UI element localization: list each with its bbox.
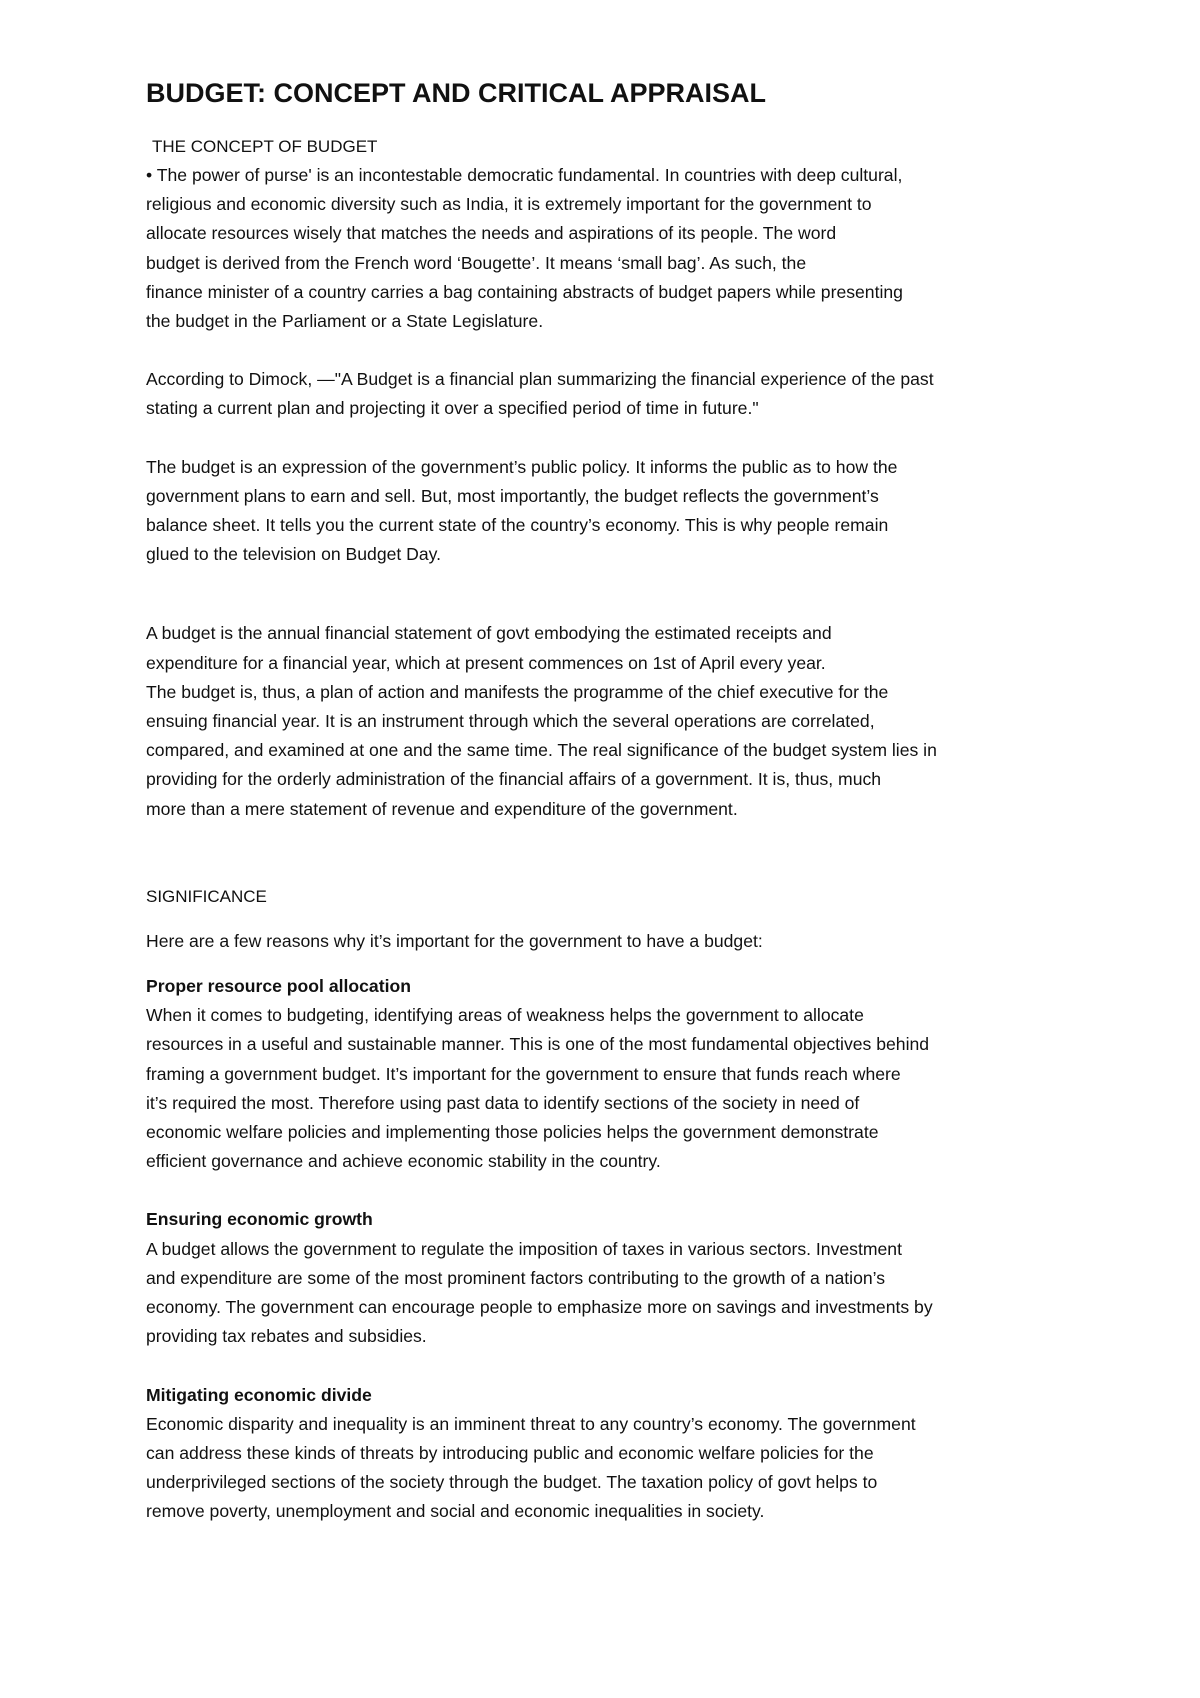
line-text: The power of purse' is an incontestable democratic fundamental. In countries with deep cultural, <box>156 165 903 185</box>
document-title: BUDGET: CONCEPT AND CRITICAL APPRAISAL <box>146 78 767 108</box>
paragraph-line: The budget is an expression of the government’s public policy. It informs the public as to how the <box>146 456 898 477</box>
paragraph-line: can address these kinds of threats by introducing public and economic welfare policies for the <box>146 1442 874 1463</box>
public-policy-paragraph <box>146 453 1086 570</box>
paragraph-line: efficient governance and achieve economic stability in the country. <box>146 1151 661 1172</box>
paragraph-line: glued to the television on Budget Day. <box>146 544 442 565</box>
paragraph-line: A budget allows the government to regulate the imposition of taxes in various sectors. Investment <box>146 1238 902 1259</box>
paragraph-line: economic welfare policies and implementing those policies helps the government demonstrate <box>146 1122 879 1143</box>
paragraph-line: allocate resources wisely that matches the needs and aspirations of its people. The word <box>146 223 837 244</box>
bullet-icon: • <box>146 165 153 185</box>
item-heading: Mitigating economic divide <box>146 1384 372 1405</box>
significance-heading: SIGNIFICANCE <box>146 886 267 906</box>
paragraph-line: providing for the orderly administration of the financial affairs of a government. It is, thus, much <box>146 769 882 790</box>
paragraph-line <box>146 161 1086 190</box>
paragraph-line: government plans to earn and sell. But, most importantly, the budget reflects the government’s <box>146 485 879 506</box>
paragraph-line: budget is derived from the French word ‘Bougette’. It means ‘small bag’. As such, the <box>146 252 807 273</box>
paragraph-line: expenditure for a financial year, which at present commences on 1st of April every year. <box>146 652 826 673</box>
paragraph-line: When it comes to budgeting, identifying areas of weakness helps the government to allocate <box>146 1005 864 1026</box>
concept-paragraph <box>146 161 1086 336</box>
paragraph-line: stating a current plan and projecting it over a specified period of time in future." <box>146 398 759 419</box>
item-heading: Proper resource pool allocation <box>146 976 411 997</box>
document-page <box>146 76 1086 1527</box>
dimock-definition-paragraph <box>146 365 1086 423</box>
significance-item-economic-divide <box>146 1381 1086 1527</box>
significance-item-resource-allocation <box>146 972 1086 1176</box>
paragraph-line: ensuing financial year. It is an instrument through which the several operations are correlated, <box>146 711 875 732</box>
paragraph-line: religious and economic diversity such as India, it is extremely important for the government to <box>146 194 872 215</box>
paragraph-line: economy. The government can encourage people to emphasize more on savings and investments by <box>146 1297 933 1318</box>
paragraph-line: the budget in the Parliament or a State Legislature. <box>146 311 544 332</box>
paragraph-line: Economic disparity and inequality is an imminent threat to any country’s economy. The government <box>146 1413 916 1434</box>
paragraph-line: The budget is, thus, a plan of action and manifests the programme of the chief executive for the <box>146 681 889 702</box>
paragraph-line: providing tax rebates and subsidies. <box>146 1326 427 1347</box>
paragraph-line: resources in a useful and sustainable manner. This is one of the most fundamental objectives behind <box>146 1034 930 1055</box>
paragraph-line: underprivileged sections of the society through the budget. The taxation policy of govt helps to <box>146 1472 878 1493</box>
paragraph-line: remove poverty, unemployment and social and economic inequalities in society. <box>146 1501 765 1522</box>
paragraph-line: more than a mere statement of revenue and expenditure of the government. <box>146 798 738 819</box>
paragraph-line: and expenditure are some of the most prominent factors contributing to the growth of a nation’s <box>146 1267 886 1288</box>
paragraph-line: finance minister of a country carries a bag containing abstracts of budget papers while presenting <box>146 281 903 302</box>
item-heading: Ensuring economic growth <box>146 1209 373 1230</box>
paragraph-line: it’s required the most. Therefore using past data to identify sections of the society in need of <box>146 1092 860 1113</box>
concept-heading: THE CONCEPT OF BUDGET <box>152 137 378 156</box>
paragraph-line: framing a government budget. It’s important for the government to ensure that funds reach where <box>146 1063 901 1084</box>
paragraph-line: A budget is the annual financial statement of govt embodying the estimated receipts and <box>146 623 832 644</box>
paragraph-line: compared, and examined at one and the same time. The real significance of the budget system lies in <box>146 740 937 761</box>
significance-intro: Here are a few reasons why it’s important for the government to have a budget: <box>146 930 763 951</box>
concept-section <box>146 132 1086 336</box>
annual-statement-paragraph <box>146 619 1086 823</box>
significance-item-economic-growth <box>146 1205 1086 1351</box>
significance-section <box>146 882 1086 1527</box>
paragraph-line: According to Dimock, —"A Budget is a financial plan summarizing the financial experience of the past <box>146 369 934 390</box>
paragraph-line: balance sheet. It tells you the current state of the country’s economy. This is why people remain <box>146 515 889 536</box>
